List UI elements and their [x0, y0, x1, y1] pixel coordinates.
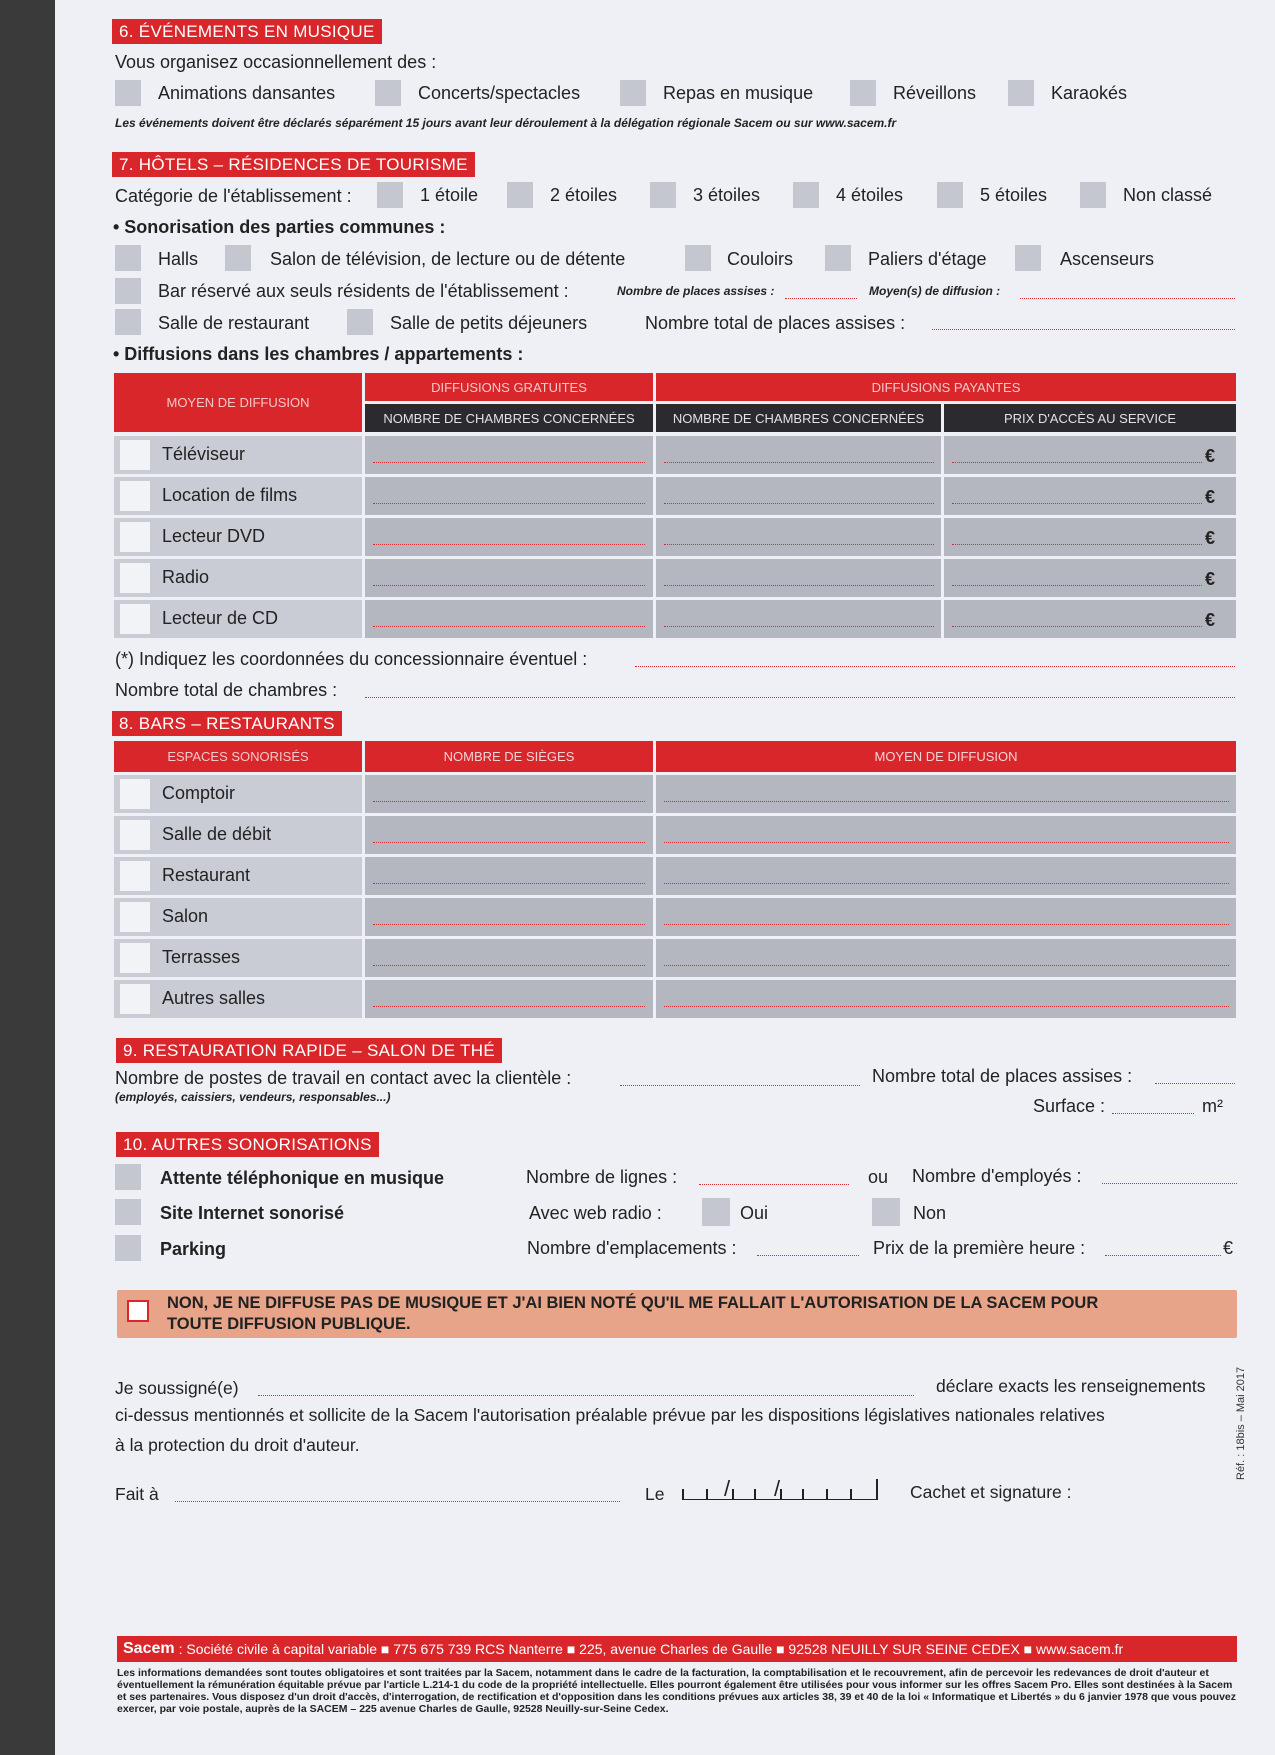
- label-stamp: Cachet et signature :: [910, 1482, 1072, 1502]
- checkbox-counter[interactable]: [120, 779, 150, 809]
- row-label-dvd: Lecteur DVD: [162, 526, 266, 546]
- checkbox-restaurant[interactable]: [120, 861, 150, 891]
- date-slash: /: [774, 1476, 781, 1501]
- label-total-seats: Nombre total de places assises :: [645, 313, 906, 333]
- checkbox-terraces[interactable]: [120, 943, 150, 973]
- checkbox-dvd[interactable]: [120, 522, 150, 552]
- concession-field[interactable]: [635, 665, 1235, 667]
- label-animations: Animations dansantes: [158, 83, 336, 103]
- terraces-means-field[interactable]: [664, 964, 1229, 966]
- first-hour-field[interactable]: [1105, 1254, 1221, 1256]
- other-rooms-means-field[interactable]: [664, 1005, 1229, 1007]
- checkbox-unclassified[interactable]: [1080, 182, 1106, 208]
- label-webradio: Avec web radio :: [529, 1203, 662, 1223]
- row-label-restaurant: Restaurant: [162, 865, 251, 885]
- films-paid-rooms-field[interactable]: [664, 502, 934, 504]
- checkbox-phone-music[interactable]: [115, 1164, 141, 1190]
- tv-free-rooms-field[interactable]: [373, 461, 645, 463]
- label-concession: (*) Indiquez les coordonnées du concessionnaire éventuel :: [115, 649, 588, 669]
- label-total-rooms: Nombre total de chambres :: [115, 680, 338, 700]
- sub-price-header: PRIX D'ACCÈS AU SERVICE: [944, 404, 1236, 432]
- section-8-title: 8. BARS – RESTAURANTS: [112, 711, 342, 736]
- checkbox-tv[interactable]: [120, 440, 150, 470]
- label-halls: Halls: [158, 249, 199, 269]
- total-seats-9-field[interactable]: [1155, 1082, 1235, 1084]
- checkbox-webradio-yes[interactable]: [702, 1198, 730, 1226]
- legal-text: Les informations demandées sont toutes obligatoires et sont traitées par la Sacem, notamment dans le cadre de la facturation, la comptabilisation et le recouvrement, afin de percevoir les redevances de droit d'auteur et éventuellement la rémunération équitable prévue par l'article L.214-1 du code de la propriété intellectuelle. Elles pourront également être utilisées pour vous informer sur les offres Sacem Pro. Elles sont destinées à la Sacem et ses partenaires. Vous disposez d'un droit d'accès, d'interrogation, de rectification et d'opposition dans les conditions prévues aux articles 38, 39 et 40 de la loi « Informatique et Libertés » du 6 janvier 1978 que vous pouvez exercer, par voie postale, auprès de la SACEM – 225 avenue Charles de Gaulle, 92528 Neuilly-sur-Seine Cedex.: [117, 1667, 1237, 1715]
- label-employees: Nombre d'employés :: [912, 1166, 1082, 1186]
- form-page: [55, 0, 1275, 1755]
- decl-start: Je soussigné(e): [115, 1378, 239, 1398]
- checkbox-tv-lounge[interactable]: [225, 245, 251, 271]
- checkbox-reveillons[interactable]: [850, 80, 876, 106]
- checkbox-bar-residents[interactable]: [115, 278, 141, 304]
- lines-field[interactable]: [699, 1183, 849, 1185]
- checkbox-landings[interactable]: [825, 245, 851, 271]
- reference: Réf. : 18bis – Mai 2017: [1235, 1366, 1247, 1480]
- checkbox-salon[interactable]: [120, 902, 150, 932]
- label-concerts: Concerts/spectacles: [418, 83, 581, 103]
- table-cell: [365, 518, 653, 556]
- checkbox-debit[interactable]: [120, 820, 150, 850]
- label-corridors: Couloirs: [727, 249, 794, 269]
- tv-price-field[interactable]: [952, 461, 1202, 463]
- debit-seats-field[interactable]: [373, 841, 645, 843]
- table-row: [114, 775, 362, 813]
- cd-free-rooms-field[interactable]: [373, 625, 645, 627]
- date-tick: [826, 1489, 828, 1499]
- row-label-other-rooms: Autres salles: [162, 988, 266, 1008]
- table-cell: [944, 559, 1236, 597]
- checkbox-website[interactable]: [115, 1199, 141, 1225]
- checkbox-no-music[interactable]: [127, 1300, 149, 1322]
- tv-currency: €: [1205, 446, 1216, 466]
- table-cell: [656, 898, 1236, 936]
- label-or: ou: [868, 1167, 889, 1187]
- dvd-currency: €: [1205, 528, 1216, 548]
- label-no: Non: [913, 1203, 947, 1223]
- footer-text: : Société civile à capital variable ■ 775 675 739 RCS Nanterre ■ 225, avenue Charles de Gaulle ■ 92528 NEUILLY SUR SEINE CEDEX ■ www.sacem.fr: [178, 1641, 1124, 1657]
- label-4-stars: 4 étoiles: [836, 185, 904, 205]
- decl-end: déclare exacts les renseignements: [936, 1376, 1206, 1396]
- label-website: Site Internet sonorisé: [160, 1203, 345, 1223]
- label-unclassified: Non classé: [1123, 185, 1213, 205]
- table-cell: [656, 816, 1236, 854]
- decl-line-3: à la protection du droit d'auteur.: [115, 1435, 360, 1455]
- table-cell: [656, 477, 941, 515]
- cd-currency: €: [1205, 610, 1216, 630]
- total-seats-field[interactable]: [932, 328, 1235, 330]
- table-cell: [365, 980, 653, 1018]
- total-rooms-field[interactable]: [365, 696, 1235, 698]
- films-currency: €: [1205, 487, 1216, 507]
- table-cell: [365, 898, 653, 936]
- table-cell: [656, 518, 941, 556]
- films-free-rooms-field[interactable]: [373, 502, 645, 504]
- no-music-line-2: TOUTE DIFFUSION PUBLIQUE.: [167, 1315, 411, 1333]
- table-cell: [365, 857, 653, 895]
- table-cell: [656, 775, 1236, 813]
- table-cell: [656, 559, 941, 597]
- date-tick: [754, 1489, 756, 1499]
- checkbox-concerts[interactable]: [375, 80, 401, 106]
- section-7-title: 7. HÔTELS – RÉSIDENCES DE TOURISME: [112, 152, 475, 177]
- checkbox-restaurant-room[interactable]: [115, 309, 141, 335]
- checkbox-halls[interactable]: [115, 245, 141, 271]
- dvd-price-field[interactable]: [952, 543, 1202, 545]
- restaurant-seats-field[interactable]: [373, 882, 645, 884]
- label-landings: Paliers d'étage: [868, 249, 987, 269]
- cd-price-field[interactable]: [952, 625, 1202, 627]
- radio-paid-rooms-field[interactable]: [664, 584, 934, 586]
- bar-means-field[interactable]: [1020, 297, 1235, 299]
- label-bar-means: Moyen(s) de diffusion :: [869, 284, 1001, 298]
- footer-bar: [117, 1636, 1237, 1662]
- date-tick: [850, 1489, 852, 1499]
- label-breakfast-room: Salle de petits déjeuners: [390, 313, 588, 333]
- date-tick: [876, 1479, 878, 1499]
- checkbox-parking[interactable]: [115, 1235, 141, 1261]
- sec6-intro: Vous organisez occasionnellement des :: [115, 52, 437, 72]
- table-cell: [365, 477, 653, 515]
- table-cell: [365, 559, 653, 597]
- label-repas: Repas en musique: [663, 83, 814, 103]
- rooms-title: • Diffusions dans les chambres / appartements :: [113, 344, 524, 364]
- table-cell: [944, 518, 1236, 556]
- row-label-cd: Lecteur de CD: [162, 608, 279, 628]
- workstations-field[interactable]: [620, 1084, 860, 1086]
- table-cell: [656, 436, 941, 474]
- table-cell: [365, 600, 653, 638]
- section-10-title: 10. AUTRES SONORISATIONS: [116, 1132, 379, 1157]
- date-tick: [732, 1489, 734, 1499]
- restaurant-means-field[interactable]: [664, 882, 1229, 884]
- table-cell: [365, 436, 653, 474]
- date-tick: [802, 1489, 804, 1499]
- checkbox-radio[interactable]: [120, 563, 150, 593]
- table-cell: [656, 600, 941, 638]
- label-reveillons: Réveillons: [893, 83, 977, 103]
- label-5-stars: 5 étoiles: [980, 185, 1048, 205]
- checkbox-3-stars[interactable]: [650, 182, 676, 208]
- checkbox-films[interactable]: [120, 481, 150, 511]
- table-cell: [944, 477, 1236, 515]
- footer-brand: Sacem: [123, 1640, 175, 1657]
- cd-paid-rooms-field[interactable]: [664, 625, 934, 627]
- row-label-films: Location de films: [162, 485, 298, 505]
- checkbox-other-rooms[interactable]: [120, 984, 150, 1014]
- dvd-free-rooms-field[interactable]: [373, 543, 645, 545]
- row-label-counter: Comptoir: [162, 783, 236, 803]
- date-field[interactable]: [682, 1478, 878, 1500]
- col-paid-header: DIFFUSIONS PAYANTES: [656, 373, 1236, 401]
- counter-means-field[interactable]: [664, 800, 1229, 802]
- date-tick: [780, 1489, 782, 1499]
- col-means-header-8: MOYEN DE DIFFUSION: [656, 741, 1236, 772]
- label-elevators: Ascenseurs: [1060, 249, 1155, 269]
- label-parking: Parking: [160, 1239, 227, 1259]
- row-label-terraces: Terrasses: [162, 947, 241, 967]
- surface-field[interactable]: [1112, 1112, 1194, 1114]
- other-rooms-seats-field[interactable]: [373, 1005, 645, 1007]
- label-3-stars: 3 étoiles: [693, 185, 761, 205]
- debit-means-field[interactable]: [664, 841, 1229, 843]
- signatory-field[interactable]: [258, 1394, 914, 1396]
- surface-unit: m²: [1202, 1096, 1223, 1116]
- label-restaurant-room: Salle de restaurant: [158, 313, 310, 333]
- label-surface: Surface :: [1033, 1096, 1106, 1116]
- sec6-note: Les événements doivent être déclarés séparément 15 jours avant leur déroulement à la délégation régionale Sacem ou sur www.sacem.fr: [115, 116, 897, 130]
- dvd-paid-rooms-field[interactable]: [664, 543, 934, 545]
- label-date: Le: [645, 1484, 665, 1504]
- col-free-header: DIFFUSIONS GRATUITES: [365, 373, 653, 401]
- checkbox-2-stars[interactable]: [507, 182, 533, 208]
- spots-field[interactable]: [757, 1254, 859, 1256]
- category-label: Catégorie de l'établissement :: [115, 186, 352, 206]
- decl-line-2: ci-dessus mentionnés et sollicite de la Sacem l'autorisation préalable prévue par les dispositions législatives nationales relatives: [115, 1405, 1105, 1425]
- table-row: [114, 898, 362, 936]
- label-tv-lounge: Salon de télévision, de lecture ou de détente: [270, 249, 626, 269]
- date-slash: /: [724, 1476, 731, 1501]
- table-cell: [365, 939, 653, 977]
- tv-paid-rooms-field[interactable]: [664, 461, 934, 463]
- radio-price-field[interactable]: [952, 584, 1202, 586]
- label-workstations: Nombre de postes de travail en contact avec la clientèle :: [115, 1068, 572, 1088]
- made-at-field[interactable]: [175, 1500, 620, 1502]
- radio-free-rooms-field[interactable]: [373, 584, 645, 586]
- bar-seats-field[interactable]: [785, 297, 857, 299]
- employees-field[interactable]: [1102, 1182, 1237, 1184]
- checkbox-1-star[interactable]: [377, 182, 403, 208]
- section-9-title: 9. RESTAURATION RAPIDE – SALON DE THÉ: [116, 1038, 502, 1063]
- workstations-note: (employés, caissiers, vendeurs, responsables...): [115, 1090, 391, 1104]
- table-row: [114, 559, 362, 597]
- checkbox-4-stars[interactable]: [793, 182, 819, 208]
- table-cell: [944, 436, 1236, 474]
- table-cell: [656, 939, 1236, 977]
- checkbox-cd[interactable]: [120, 604, 150, 634]
- table-cell: [656, 980, 1236, 1018]
- label-total-seats-9: Nombre total de places assises :: [872, 1066, 1133, 1086]
- checkbox-elevators[interactable]: [1015, 245, 1041, 271]
- col-seats-header: NOMBRE DE SIÈGES: [365, 741, 653, 772]
- label-bar-residents: Bar réservé aux seuls résidents de l'établissement :: [158, 281, 569, 301]
- section-6-title: 6. ÉVÉNEMENTS EN MUSIQUE: [112, 19, 382, 44]
- salon-seats-field[interactable]: [373, 923, 645, 925]
- first-hour-currency: €: [1223, 1238, 1234, 1258]
- table-cell: [365, 775, 653, 813]
- checkbox-corridors[interactable]: [685, 245, 711, 271]
- date-tick: [706, 1489, 708, 1499]
- col-means-header: MOYEN DE DIFFUSION: [114, 373, 362, 432]
- no-music-notice: [117, 1290, 1237, 1338]
- table-cell: [944, 600, 1236, 638]
- label-1-star: 1 étoile: [420, 185, 479, 205]
- counter-seats-field[interactable]: [373, 800, 645, 802]
- date-tick: [682, 1489, 684, 1499]
- checkbox-webradio-no[interactable]: [872, 1198, 900, 1226]
- col-spaces-header: ESPACES SONORISÉS: [114, 741, 362, 772]
- common-areas-title: • Sonorisation des parties communes :: [113, 217, 446, 237]
- label-first-hour: Prix de la première heure :: [873, 1238, 1086, 1258]
- label-bar-seats: Nombre de places assises :: [617, 284, 775, 298]
- label-phone-music: Attente téléphonique en musique: [160, 1168, 445, 1188]
- label-karaokes: Karaokés: [1051, 83, 1128, 103]
- checkbox-breakfast-room[interactable]: [347, 309, 373, 335]
- label-2-stars: 2 étoiles: [550, 185, 618, 205]
- no-music-text: [167, 1293, 1098, 1335]
- terraces-seats-field[interactable]: [373, 964, 645, 966]
- row-label-tv: Téléviseur: [162, 444, 246, 464]
- sub-paid-rooms-header: NOMBRE DE CHAMBRES CONCERNÉES: [656, 404, 941, 432]
- radio-currency: €: [1205, 569, 1216, 589]
- row-label-debit: Salle de débit: [162, 824, 272, 844]
- sub-free-rooms-header: NOMBRE DE CHAMBRES CONCERNÉES: [365, 404, 653, 432]
- no-music-line-1: NON, JE NE DIFFUSE PAS DE MUSIQUE ET J'AI BIEN NOTÉ QU'IL ME FALLAIT L'AUTORISATION DE LA SACEM POUR: [167, 1294, 1099, 1312]
- checkbox-karaokes[interactable]: [1008, 80, 1034, 106]
- checkbox-repas[interactable]: [620, 80, 646, 106]
- label-spots: Nombre d'emplacements :: [527, 1238, 737, 1258]
- salon-means-field[interactable]: [664, 923, 1229, 925]
- row-label-salon: Salon: [162, 906, 209, 926]
- table-cell: [365, 816, 653, 854]
- label-made-at: Fait à: [115, 1484, 159, 1504]
- label-yes: Oui: [740, 1203, 769, 1223]
- row-label-radio: Radio: [162, 567, 210, 587]
- table-cell: [656, 857, 1236, 895]
- checkbox-animations[interactable]: [115, 80, 141, 106]
- films-price-field[interactable]: [952, 502, 1202, 504]
- label-lines: Nombre de lignes :: [526, 1167, 678, 1187]
- checkbox-5-stars[interactable]: [937, 182, 963, 208]
